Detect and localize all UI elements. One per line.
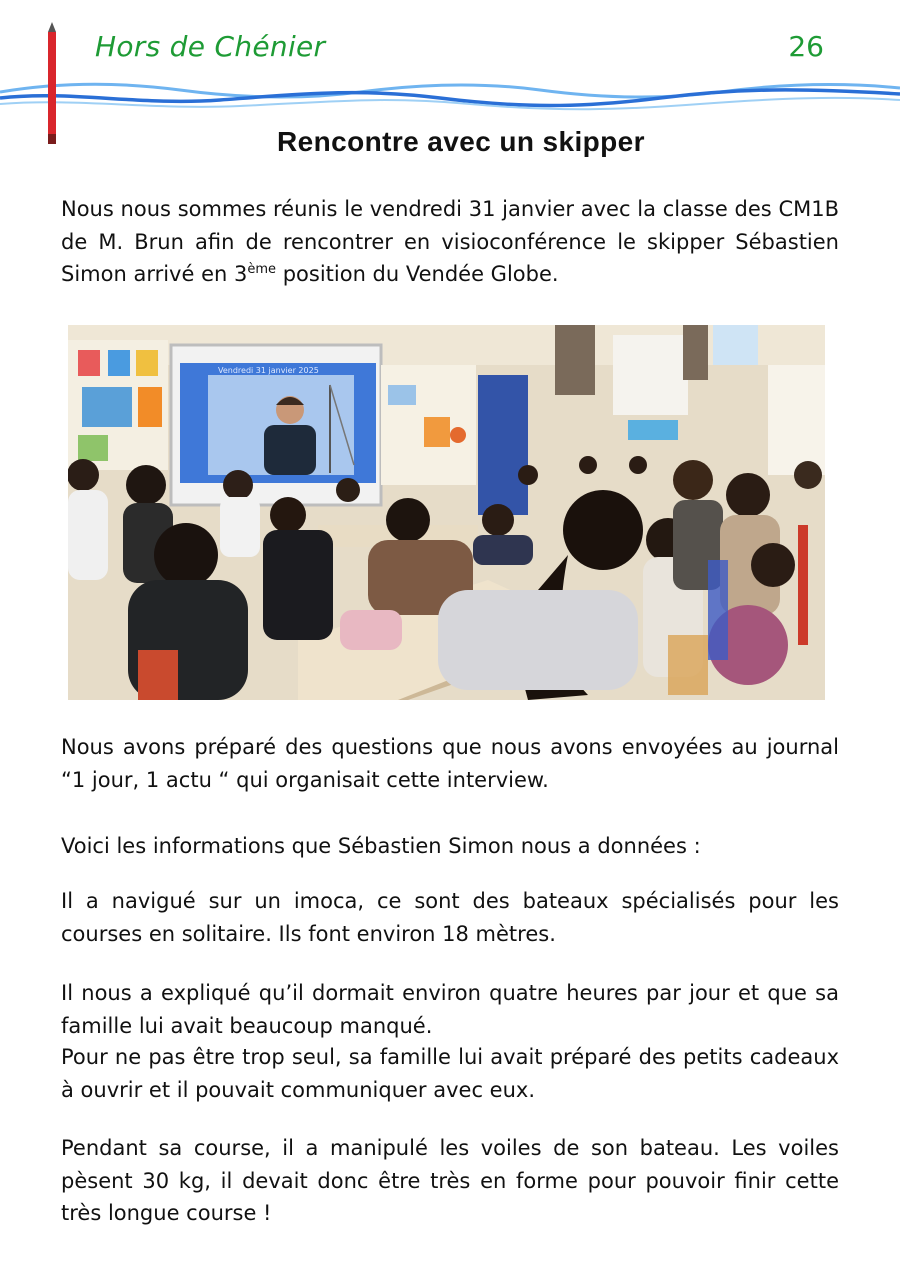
- board-caption: Vendredi 31 janvier 2025: [218, 366, 319, 375]
- article-title: Rencontre avec un skipper: [277, 126, 645, 157]
- paragraph-informations: Voici les informations que Sébastien Simon nous a données :: [61, 834, 701, 858]
- ordinal-superscript: ème: [247, 262, 277, 277]
- paragraph-questions: Nous avons préparé des questions que nous avons envoyées au journal “1 jour, 1 actu “ qui organisait cette interview.: [61, 735, 839, 792]
- intro-paragraph: [61, 193, 839, 291]
- classroom-photo: [68, 325, 825, 700]
- classroom-illustration: [68, 325, 825, 700]
- page-number: 26: [788, 30, 824, 63]
- paragraph-family: Pour ne pas être trop seul, sa famille lui avait préparé des petits cadeaux à ouvrir et il pouvait communiquer avec eux.: [61, 1045, 839, 1102]
- paragraph-sleep: Il nous a expliqué qu’il dormait environ quatre heures par jour et que sa famille lui avait beaucoup manqué.: [61, 981, 839, 1038]
- paragraph-imoca: Il a navigué sur un imoca, ce sont des bateaux spécialisés pour les courses en solitaire. Ils font environ 18 mètres.: [61, 889, 839, 946]
- magazine-title: Hors de Chénier: [95, 30, 326, 63]
- intro-text: Nous nous sommes réunis le vendredi 31 janvier avec la classe des CM1B de M. Brun afin de rencontrer en visioconférence le skipper Sébastien Simon arrivé en 3: [61, 197, 839, 286]
- paragraph-sails: Pendant sa course, il a manipulé les voiles de son bateau. Les voiles pèsent 30 kg, il devait donc être très en forme pour pouvoir finir cette très longue course !: [61, 1136, 839, 1225]
- intro-text-end: position du Vendée Globe.: [276, 262, 559, 286]
- wave-divider: [0, 78, 900, 114]
